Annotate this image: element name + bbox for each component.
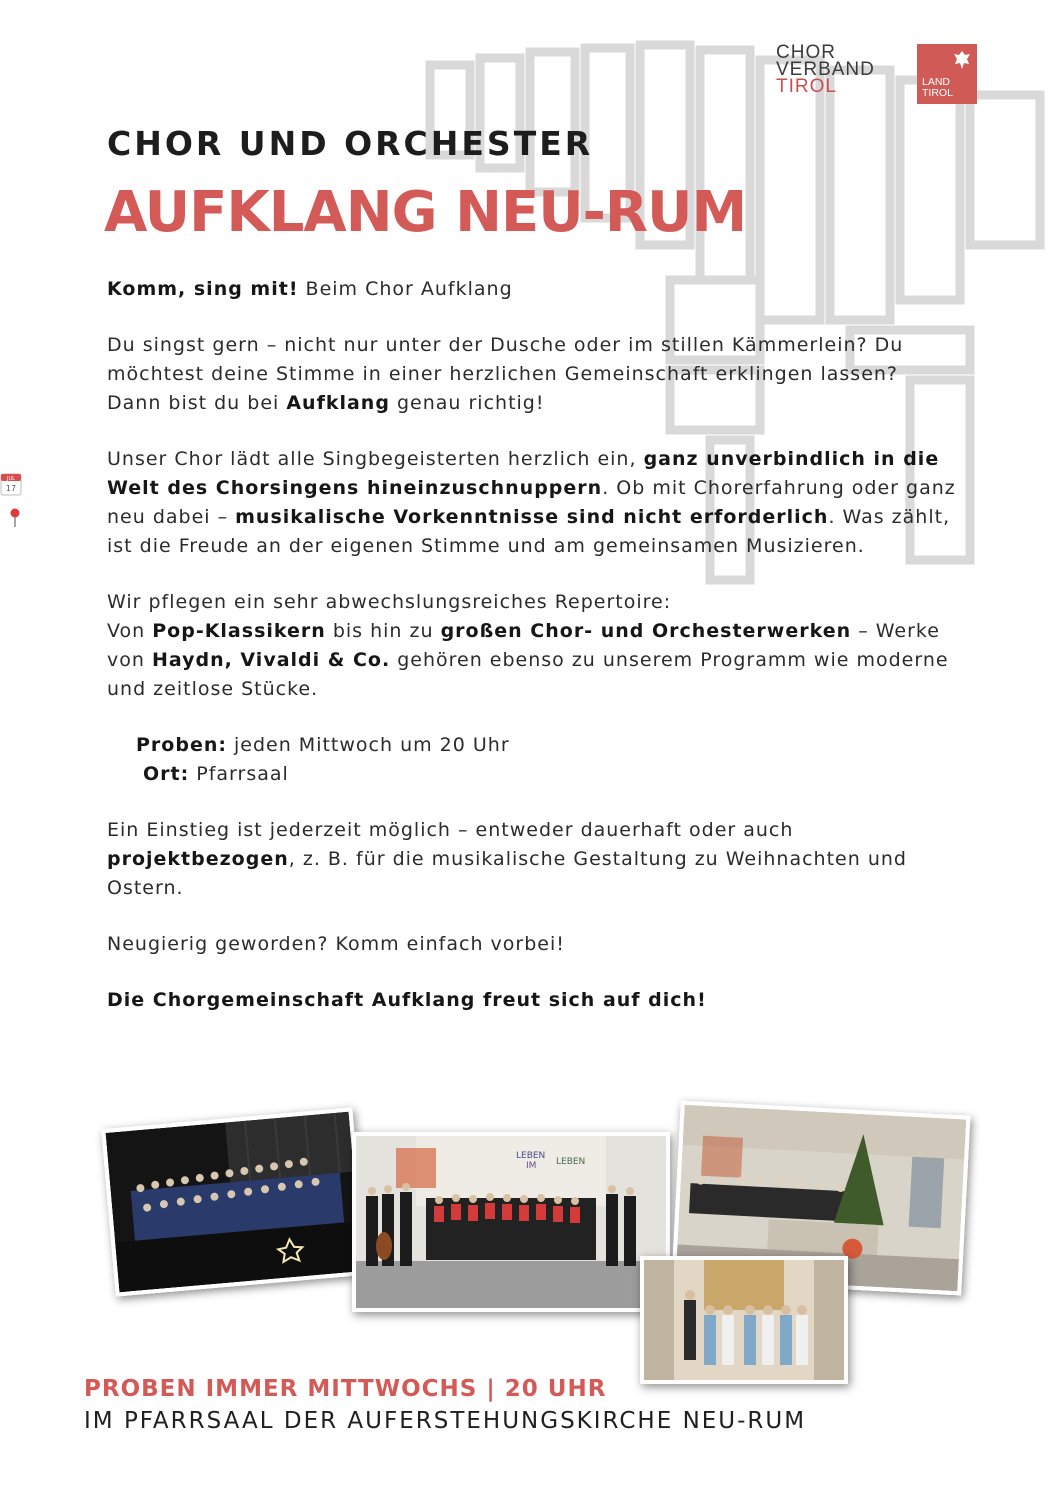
p3-text-c: – Werke von: [107, 620, 940, 671]
calendar-day: 17: [5, 484, 17, 493]
ort-value: Pfarrsaal: [189, 763, 289, 785]
footer-location: IM PFARRSAAL DER AUFERSTEHUNGSKIRCHE NEU-RUM: [84, 1408, 807, 1434]
logo-land: LAND: [922, 76, 951, 88]
closing-line: [107, 986, 957, 1015]
proben-line: [107, 734, 510, 756]
ort-line: [107, 763, 289, 785]
paragraph-2: [107, 445, 957, 561]
paragraph-1: [107, 331, 957, 418]
p5-text-b: , z. B. für die musikalische Gestaltung zu Weihnachten und Ostern.: [107, 848, 907, 899]
photo-concert-stage: [101, 1107, 367, 1296]
tirol-eagle-icon: [953, 50, 971, 70]
p1-text-b: genau richtig!: [389, 392, 545, 414]
intro-bold: Komm, sing mit!: [107, 278, 299, 300]
logo-line-tirol: TIROL: [776, 76, 837, 97]
paragraph-5: [107, 816, 957, 903]
photo-group-image: [356, 1136, 666, 1308]
banner-word-3: LEBEN: [556, 1157, 586, 1167]
land-tirol-logo: [917, 44, 977, 104]
p3-bold-3: Haydn, Vivaldi & Co.: [151, 649, 391, 671]
p2-bold-1: ganz unverbindlich in die Welt des Chorsingens hineinzuschnuppern: [107, 448, 940, 499]
main-title: AUFKLANG NEU-RUM: [104, 180, 747, 245]
paragraph-3: [107, 588, 957, 704]
p2-text-a: Unser Chor lädt alle Singbegeisterten herzlich ein,: [107, 448, 644, 470]
intro-paragraph: [107, 275, 957, 304]
proben-label: Proben:: [136, 734, 227, 756]
p1-bold: Aufklang: [286, 392, 390, 414]
closing-bold: Die Chorgemeinschaft Aufklang freut sich auf dich!: [107, 989, 707, 1011]
p2-text-b: . Ob mit Chorerfahrung oder ganz neu dabei –: [107, 477, 956, 528]
logo-line-verband: VERBAND: [776, 59, 875, 80]
banner-word-2: IM: [526, 1161, 537, 1171]
p5-text-a: Ein Einstieg ist jederzeit möglich – entweder dauerhaft oder auch: [107, 819, 794, 841]
p3-bold-2: großen Chor- und Orchesterwerken: [440, 620, 852, 642]
body-text: [107, 275, 957, 1042]
p1-text-a: Du singst gern – nicht nur unter der Dusche oder im stillen Kämmerlein? Du möchtest deine Stimme in einer herzlichen Gemeinschaft erklingen lassen? Dann bist du bei: [107, 334, 904, 414]
paragraph-6: Neugierig geworden? Komm einfach vorbei!: [107, 933, 565, 955]
calendar-icon: [0, 472, 22, 496]
rehearsal-info: [107, 731, 957, 789]
photo-church-group: [640, 1256, 848, 1384]
intro-rest: Beim Chor Aufklang: [298, 278, 513, 300]
ort-label: Ort:: [143, 763, 190, 785]
photo-concert-image: [105, 1112, 362, 1293]
p3-line-1: Wir pflegen ein sehr abwechslungsreiches Repertoire:: [107, 591, 672, 613]
footer-rehearsal-time: PROBEN IMMER MITTWOCHS | 20 UHR: [84, 1376, 607, 1402]
p3-text-d: gehören ebenso zu unserem Programm wie moderne und zeitlose Stücke.: [107, 649, 949, 700]
p3-bold-1: Pop-Klassikern: [152, 620, 326, 642]
photo-choir-orchestra-group: [352, 1132, 670, 1312]
chorverband-tirol-logo: [776, 44, 875, 95]
calendar-month: JUL: [7, 476, 15, 482]
subtitle: CHOR UND ORCHESTER: [107, 124, 594, 163]
logo-tirol: TIROL: [922, 87, 953, 99]
banner-word-1: LEBEN: [516, 1151, 546, 1161]
pushpin-icon: [10, 508, 20, 528]
proben-value: jeden Mittwoch um 20 Uhr: [226, 734, 510, 756]
p3-text-a: Von: [107, 620, 153, 642]
p3-text-b: bis hin zu: [325, 620, 441, 642]
logo-line-chor: CHOR: [776, 42, 836, 63]
p2-bold-2: musikalische Vorkenntnisse sind nicht erforderlich: [235, 506, 829, 528]
p2-text-c: . Was zählt, ist die Freude an der eigenen Stimme und am gemeinsamen Musizieren.: [107, 506, 951, 557]
p5-bold: projektbezogen: [107, 848, 289, 870]
photo-church-group-image: [644, 1260, 844, 1380]
